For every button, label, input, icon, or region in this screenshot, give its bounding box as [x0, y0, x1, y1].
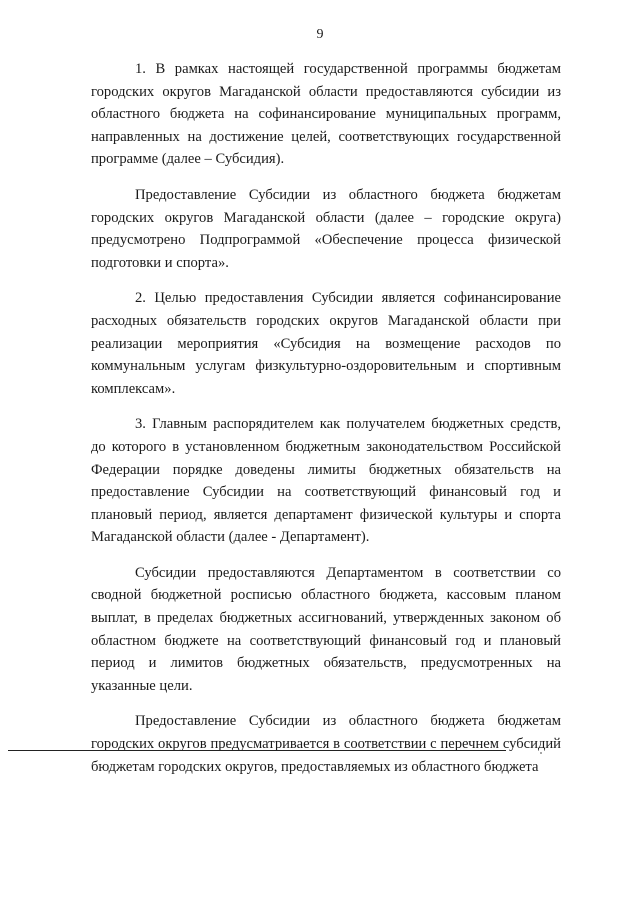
paragraph-4: 3. Главным распорядителем как получателем бюджетных средств, до которого в установленном бюджетным законодательством Российской Федерации порядке доведены лимиты бюджетных обязательств на предоставление Субсидии на соответствующий финансовый год и плановый период, является департамент физической культуры и спорта Магаданской области (далее - Департамент). — [91, 416, 561, 546]
document-body — [91, 58, 561, 791]
scan-speck — [540, 752, 542, 754]
paragraph-6: Предоставление Субсидии из областного бюджета бюджетам городских округов предусматривается в соответствии с перечнем субсидий бюджетам городских округов, предоставляемых из областного бюджета — [91, 713, 561, 775]
paragraph-2: Предоставление Субсидии из областного бюджета бюджетам городских округов Магаданской области (далее – городские округа) предусмотрено Подпрограммой «Обеспечение процесса физической подготовки и спорта». — [91, 186, 561, 271]
paragraph-3: 2. Целью предоставления Субсидии является софинансирование расходных обязательств городских округов Магаданской области при реализации мероприятия «Субсидия на возмещение расходов по коммунальным услугам физкультурно-оздоровительным и спортивным комплексам». — [91, 290, 561, 397]
page-number: 9 — [316, 27, 324, 42]
footer-divider — [8, 750, 506, 751]
paragraph-5: Субсидии предоставляются Департаментом в соответствии со сводной бюджетной росписью областного бюджета, кассовым планом выплат, в пределах бюджетных ассигнований, утвержденных законом об областном бюджете на соответствующий финансовый год и плановый период и лимитов бюджетных обязательств, предусмотренных на указанные цели. — [91, 564, 561, 694]
paragraph-1: 1. В рамках настоящей государственной программы бюджетам городских округов Магаданской области предоставляются субсидии из областного бюджета на софинансирование муниципальных программ, направленных на достижение целей, соответствующих государственной программе (далее – Субсидия). — [91, 61, 561, 168]
